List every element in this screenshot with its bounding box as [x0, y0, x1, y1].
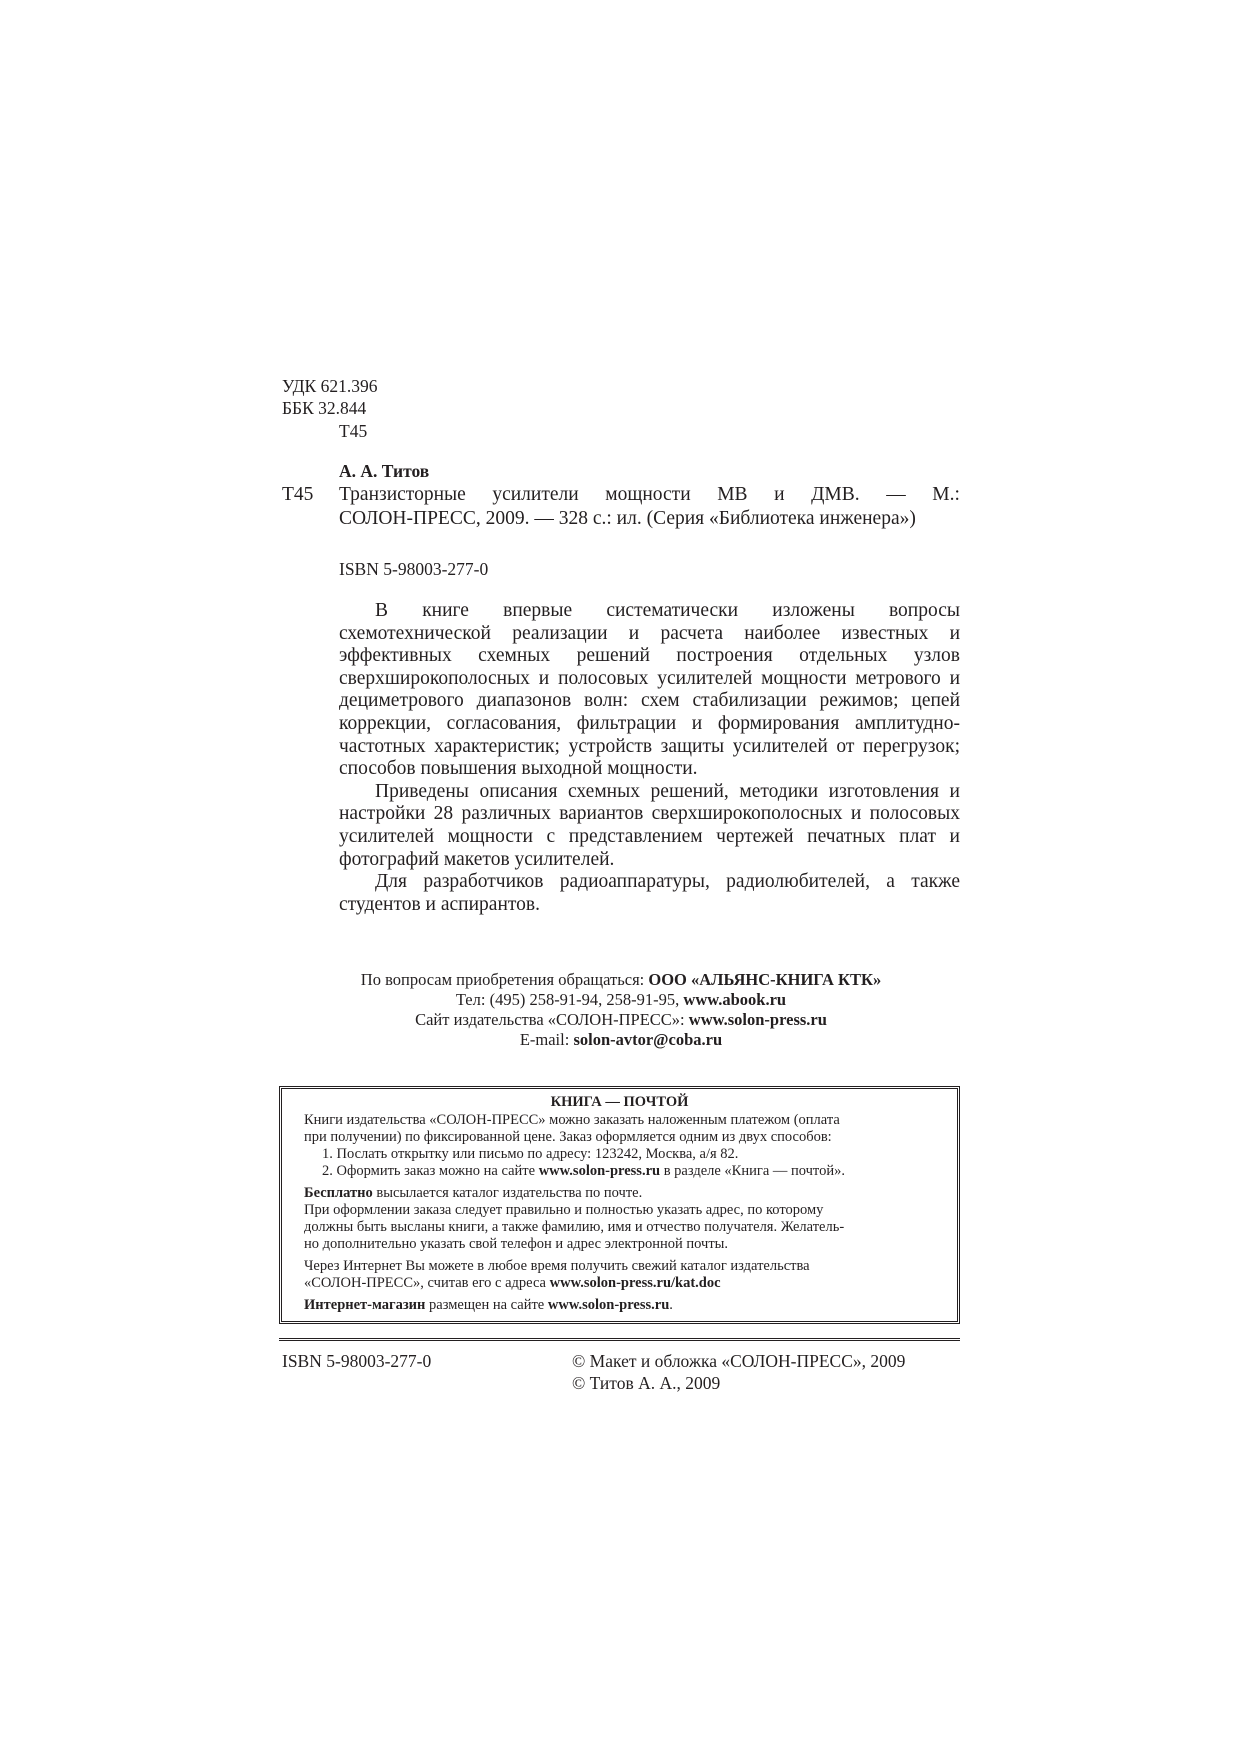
annotation: [339, 600, 960, 916]
annotation-paragraph: В книге впервые систематически изложены вопросы схемотехнической реализации и расчета наиболее известных и эффективных схемных решений построения отдельных узлов сверхширокополосных и полосовых усилителей мощности метрового и дециметрового диапазонов волн: схем стабилизации режимов; цепей коррекции, согласования, фильтрации и формирования амплитудно-частотных характеристик; устройств защиты усилителей от перегрузок; способов повышения выходной мощности.: [339, 600, 960, 780]
abook-link[interactable]: www.abook.ru: [683, 990, 787, 1009]
bbk-code: ББК 32.844: [282, 398, 367, 418]
order-site-link[interactable]: www.solon-press.ru: [538, 1163, 661, 1179]
title-word: мощности: [605, 484, 691, 505]
mailbox-list-item: 1. Послать открытку или письмо по адресу: 123242, Москва, а/я 82.: [322, 1146, 739, 1162]
isbn-top: ISBN 5-98003-277-0: [339, 559, 489, 579]
title-word: ДМВ.: [811, 484, 860, 505]
title-word: и: [774, 484, 785, 505]
publisher-line: СОЛОН-ПРЕСС, 2009. — 328 с.: ил. (Серия «Библиотека инженера»): [339, 508, 916, 529]
copyright-line: © Макет и обложка «СОЛОН-ПРЕСС», 2009: [572, 1351, 906, 1371]
mailbox-text: Бесплатно высылается каталог издательства по почте.: [304, 1185, 643, 1201]
mailbox-title: КНИГА — ПОЧТОЙ: [550, 1094, 689, 1110]
mailbox-list-item: 2. Оформить заказ можно на сайте www.solon-press.ru в разделе «Книга — почтой».: [322, 1163, 845, 1179]
shop-link[interactable]: www.solon-press.ru: [547, 1297, 670, 1313]
title-word: МВ: [717, 484, 748, 505]
title-word: Транзисторные: [339, 484, 466, 505]
mailbox-text: Книги издательства «СОЛОН-ПРЕСС» можно заказать наложенным платежом (оплата: [304, 1112, 840, 1128]
copyright-line: © Титов А. А., 2009: [572, 1373, 721, 1393]
mailbox-text: Интернет-магазин размещен на сайте www.solon-press.ru.: [304, 1297, 673, 1313]
isbn-bottom: ISBN 5-98003-277-0: [282, 1351, 432, 1371]
publisher-site-line: Сайт издательства «СОЛОН-ПРЕСС»: www.solon-press.ru: [415, 1010, 827, 1029]
catalog-link[interactable]: www.solon-press.ru/kat.doc: [549, 1275, 721, 1291]
purchase-contact-line: По вопросам приобретения обращаться: ООО «АЛЬЯНС-КНИГА КТК»: [360, 970, 882, 989]
mailbox-text: но дополнительно указать свой телефон и адрес электронной почты.: [304, 1236, 729, 1252]
distributor-name: ООО «АЛЬЯНС-КНИГА КТК»: [648, 970, 882, 989]
copyright-block: [572, 1350, 905, 1394]
annotation-paragraph: Для разработчиков радиоаппаратуры, радиолюбителей, а также студентов и аспирантов.: [339, 871, 960, 915]
publisher-site-link[interactable]: www.solon-press.ru: [688, 1010, 827, 1029]
divider: [279, 1338, 960, 1341]
title-word: усилители: [492, 484, 579, 505]
author-name: А. А. Титов: [339, 461, 430, 481]
contacts-block: [282, 970, 960, 1050]
mailbox-text: При оформлении заказа следует правильно и полностью указать адрес, по которому: [304, 1202, 824, 1218]
udk-code: УДК 621.396: [282, 376, 378, 396]
entry-code: Т45: [282, 484, 314, 505]
title-word: М.:: [932, 484, 960, 505]
annotation-paragraph: Приведены описания схемных решений, методики изготовления и настройки 28 различных вариантов сверхширокополосных и полосовых усилителей мощности с представлением чертежей печатных плат и фотографий макетов усилителей.: [339, 780, 960, 870]
bibliographic-description: [339, 483, 960, 531]
mailbox-text: «СОЛОН-ПРЕСС», считав его с адреса www.solon-press.ru/kat.doc: [304, 1275, 721, 1291]
phone-line: Тел: (495) 258-91-94, 258-91-95, www.abook.ru: [455, 990, 787, 1009]
book-title-line: [339, 483, 960, 507]
email-link[interactable]: solon-avtor@coba.ru: [573, 1030, 723, 1049]
mailbox-text: должны быть высланы книги, а также фамилию, имя и отчество получателя. Желатель-: [304, 1219, 845, 1235]
author-sign-code: Т45: [339, 421, 368, 441]
book-by-mail-box: [279, 1086, 960, 1324]
title-word: —: [886, 484, 906, 505]
mailbox-text: Через Интернет Вы можете в любое время получить свежий каталог издательства: [304, 1258, 810, 1274]
mailbox-text: при получении) по фиксированной цене. Заказ оформляется одним из двух способов:: [304, 1129, 832, 1145]
email-line: E-mail: solon-avtor@coba.ru: [519, 1030, 723, 1049]
